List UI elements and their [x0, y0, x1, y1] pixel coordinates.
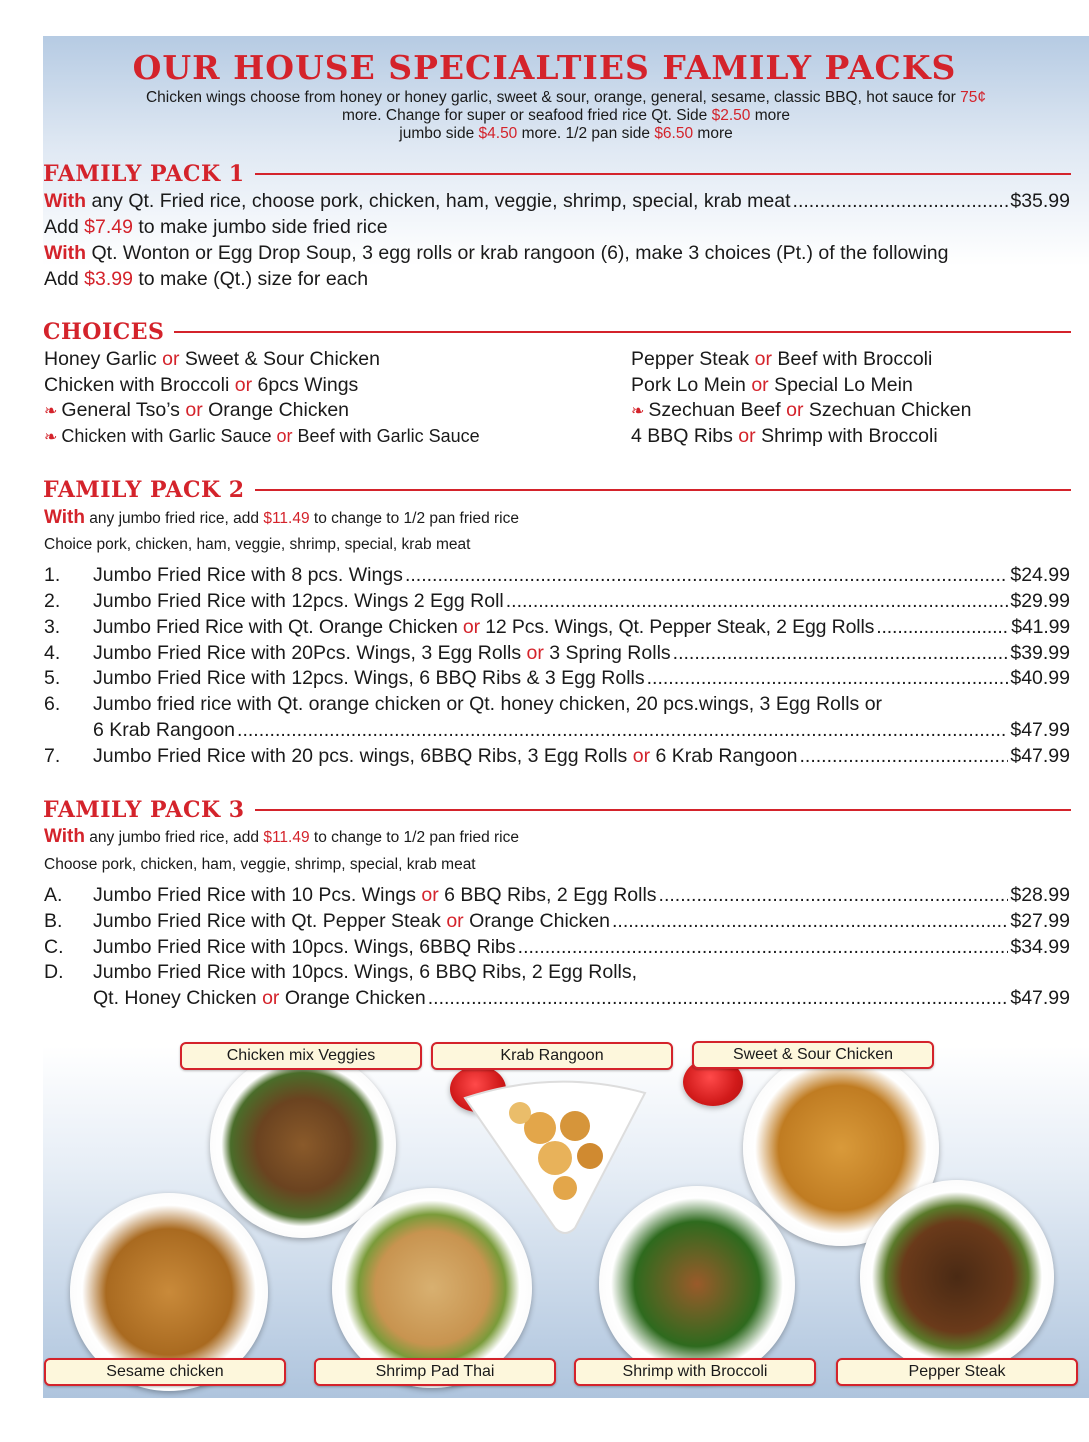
list-item: 6. Jumbo fried rice with Qt. orange chicken or Qt. honey chicken, 20 pcs.wings, 3 Egg Rolls or [44, 693, 883, 715]
fp3-note-2: Choose pork, chicken, ham, veggie, shrimp, special, krab meat [44, 856, 476, 873]
hot-pepper-icon: ❧ [44, 429, 58, 446]
hot-pepper-icon: ❧ [631, 403, 645, 420]
fp1-line-2: Add $7.49 to make jumbo side fried rice [44, 216, 388, 238]
list-item: 4. Jumbo Fried Rice with 20Pcs. Wings, 3 Egg Rolls or 3 Spring Rolls ..... $39.99 [44, 641, 1070, 667]
shrimp-with-broccoli-photo [599, 1186, 795, 1382]
list-item: 1. Jumbo Fried Rice with 8 pcs. Wings ..... $24.99 [44, 563, 1070, 589]
photo-label: Krab Rangoon [431, 1042, 673, 1070]
choice-item: ❧ Chicken with Garlic Sauce or Beef with Garlic Sauce [44, 426, 480, 446]
hot-pepper-icon: ❧ [44, 403, 58, 420]
photo-label: Sweet & Sour Chicken [692, 1041, 934, 1069]
fp3-note-1: With any jumbo fried rice, add $11.49 to change to 1/2 pan fried rice [44, 826, 519, 847]
photo-label: Sesame chicken [44, 1358, 286, 1386]
photo-label: Chicken mix Veggies [180, 1042, 422, 1070]
fp2-note-2: Choice pork, chicken, ham, veggie, shrimp, special, krab meat [44, 536, 471, 553]
divider [174, 331, 1071, 333]
photo-label: Shrimp with Broccoli [574, 1358, 816, 1386]
photo-label: Pepper Steak [836, 1358, 1078, 1386]
section-title: FAMILY PACK 1 [43, 161, 245, 187]
choice-item: Pepper Steak or Beef with Broccoli [631, 348, 933, 370]
list-item: 2. Jumbo Fried Rice with 12pcs. Wings 2 Egg Roll ..... $29.99 [44, 589, 1070, 615]
section-title: FAMILY PACK 2 [43, 477, 245, 503]
list-item-continued: 6 Krab Rangoon ..... $47.99 [44, 718, 1070, 744]
family-pack-2-header [43, 477, 1071, 503]
divider [255, 809, 1071, 811]
list-item: D. Jumbo Fried Rice with 10pcs. Wings, 6 BBQ Ribs, 2 Egg Rolls, [44, 961, 638, 983]
choice-item: 4 BBQ Ribs or Shrimp with Broccoli [631, 425, 938, 447]
page-title: OUR HOUSE SPECIALTIES FAMILY PACKS [132, 48, 957, 87]
section-title: CHOICES [43, 319, 165, 345]
list-item: 3. Jumbo Fried Rice with Qt. Orange Chicken or 12 Pcs. Wings, Qt. Pepper Steak, 2 Egg Rolls ..... $41.99 [44, 615, 1070, 641]
fp1-line-3: With Qt. Wonton or Egg Drop Soup, 3 egg rolls or krab rangoon (6), make 3 choices (Pt.) of the following [44, 242, 949, 264]
photo-label: Shrimp Pad Thai [314, 1358, 556, 1386]
fp2-note-1: With any jumbo fried rice, add $11.49 to change to 1/2 pan fried rice [44, 507, 519, 528]
intro-text: Chicken wings choose from honey or honey garlic, sweet & sour, orange, general, sesame, classic BBQ, hot sauce for 75¢ more. Change for super or seafood fried rice Qt. Side $2.50 more jumbo side $4.50 more. 1/2 pan side $6.50 more [145, 89, 987, 142]
list-item-continued: Qt. Honey Chicken or Orange Chicken ..... $47.99 [44, 986, 1070, 1012]
section-title: FAMILY PACK 3 [43, 797, 245, 823]
divider [255, 173, 1071, 175]
fp1-line-1: With any Qt. Fried rice, choose pork, chicken, ham, veggie, shrimp, special, krab meat ..... $35.99 [44, 188, 1070, 214]
choice-item: Pork Lo Mein or Special Lo Mein [631, 374, 913, 396]
choice-item: ❧ Szechuan Beef or Szechuan Chicken [631, 399, 972, 421]
list-item: 7. Jumbo Fried Rice with 20 pcs. wings, 6BBQ Ribs, 3 Egg Rolls or 6 Krab Rangoon ..... $47.99 [44, 744, 1070, 770]
pepper-steak-photo [860, 1180, 1054, 1374]
choice-item: Honey Garlic or Sweet & Sour Chicken [44, 348, 381, 370]
list-item: A. Jumbo Fried Rice with 10 Pcs. Wings or 6 BBQ Ribs, 2 Egg Rolls ..... $28.99 [44, 883, 1070, 909]
choices-header [43, 319, 1071, 345]
divider [255, 489, 1071, 491]
price: $35.99 [1010, 190, 1070, 212]
list-item: 5. Jumbo Fried Rice with 12pcs. Wings, 6 BBQ Ribs & 3 Egg Rolls ..... $40.99 [44, 666, 1070, 692]
family-pack-1-header [43, 161, 1071, 187]
choice-item: Chicken with Broccoli or 6pcs Wings [44, 374, 359, 396]
choice-item: ❧ General Tso’s or Orange Chicken [44, 399, 350, 421]
fp1-line-4: Add $3.99 to make (Qt.) size for each [44, 268, 369, 290]
list-item: C. Jumbo Fried Rice with 10pcs. Wings, 6BBQ Ribs ..... $34.99 [44, 935, 1070, 961]
list-item: B. Jumbo Fried Rice with Qt. Pepper Steak or Orange Chicken ..... $27.99 [44, 909, 1070, 935]
family-pack-3-header [43, 797, 1071, 823]
